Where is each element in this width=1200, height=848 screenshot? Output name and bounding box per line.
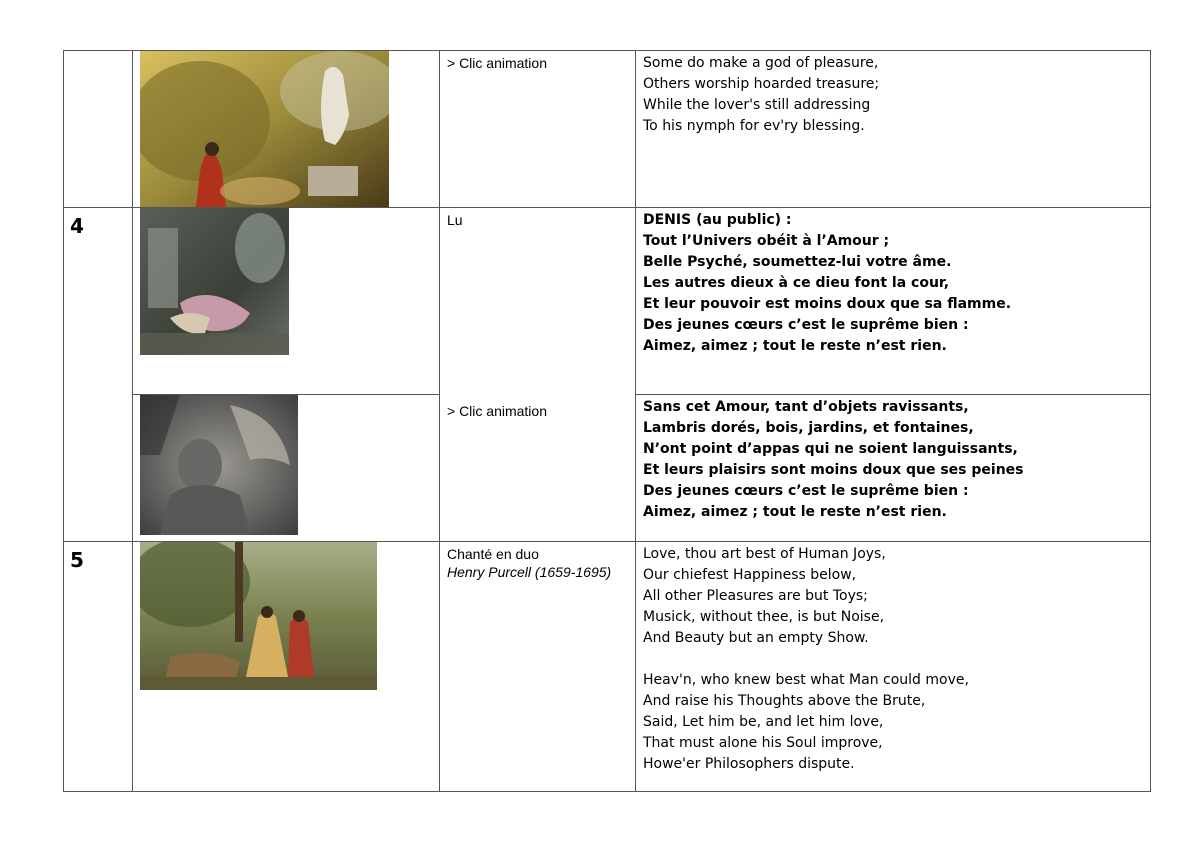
scene-number: 4 <box>64 208 133 542</box>
cue-text: > Clic animation <box>447 55 547 71</box>
lyric-line: Sans cet Amour, tant d’objets ravissants, <box>643 399 969 415</box>
lyric-line: Musick, without thee, is but Noise, <box>643 609 885 625</box>
cue-text: Chanté en duo <box>447 546 539 562</box>
lyric-line: Our chiefest Happiness below, <box>643 567 857 583</box>
cue-cell <box>440 51 636 208</box>
lyric-line: DENIS (au public) : <box>643 212 792 228</box>
lyric-line: Aimez, aimez ; tout le reste n’est rien. <box>643 504 947 520</box>
cue-credit: Henry Purcell (1659-1695) <box>447 564 612 580</box>
lyric-line: Belle Psyché, soumettez-lui votre âme. <box>643 254 952 270</box>
cue-text: > Clic animation <box>447 403 547 419</box>
painting-cell <box>133 542 440 792</box>
table-row <box>64 51 1151 208</box>
painting-cell <box>133 51 440 208</box>
lyric-line: While the lover's still addressing <box>643 97 871 113</box>
lyric-line: That must alone his Soul improve, <box>643 735 883 751</box>
program-table <box>63 50 1151 792</box>
table-row <box>64 208 1151 395</box>
lyric-line: And Beauty but an empty Show. <box>643 630 869 646</box>
lyrics-cell <box>636 395 1151 542</box>
painting-image <box>140 208 289 355</box>
lyric-line: Heav'n, who knew best what Man could move, <box>643 672 969 688</box>
lyric-line: Said, Let him be, and let him love, <box>643 714 884 730</box>
lyrics-cell <box>636 51 1151 208</box>
lyric-line: Des jeunes cœurs c’est le suprême bien : <box>643 317 969 333</box>
lyric-line: Love, thou art best of Human Joys, <box>643 546 886 562</box>
lyric-line: Others worship hoarded treasure; <box>643 76 880 92</box>
lyric-line: Aimez, aimez ; tout le reste n’est rien. <box>643 338 947 354</box>
painting-image <box>140 542 377 690</box>
lyric-line: Some do make a god of pleasure, <box>643 55 879 71</box>
lyric-line: Et leur pouvoir est moins doux que sa flamme. <box>643 296 1012 312</box>
lyrics-cell <box>636 542 1151 792</box>
lyric-line: Lambris dorés, bois, jardins, et fontaines, <box>643 420 974 436</box>
lyric-line: All other Pleasures are but Toys; <box>643 588 868 604</box>
cue-text: Lu <box>447 212 463 228</box>
cue-cell <box>440 542 636 792</box>
lyric-line: N’ont point d’appas qui ne soient languissants, <box>643 441 1018 457</box>
painting-image <box>140 395 298 535</box>
lyric-line: Howe'er Philosophers dispute. <box>643 756 855 772</box>
painting-cell <box>133 208 440 395</box>
scene-number: 5 <box>64 542 133 792</box>
lyric-line: And raise his Thoughts above the Brute, <box>643 693 926 709</box>
cue-cell <box>440 208 636 542</box>
lyric-line: Tout l’Univers obéit à l’Amour ; <box>643 233 890 249</box>
lyric-line: To his nymph for ev'ry blessing. <box>643 118 865 134</box>
lyric-line: Et leurs plaisirs sont moins doux que ses peines <box>643 462 1024 478</box>
stanza-gap <box>643 649 1150 670</box>
table-row <box>64 542 1151 792</box>
scene-number <box>64 51 133 208</box>
lyrics-cell <box>636 208 1151 395</box>
painting-image <box>140 51 389 207</box>
painting-cell <box>133 395 440 542</box>
lyric-line: Des jeunes cœurs c’est le suprême bien : <box>643 483 969 499</box>
lyric-line: Les autres dieux à ce dieu font la cour, <box>643 275 950 291</box>
